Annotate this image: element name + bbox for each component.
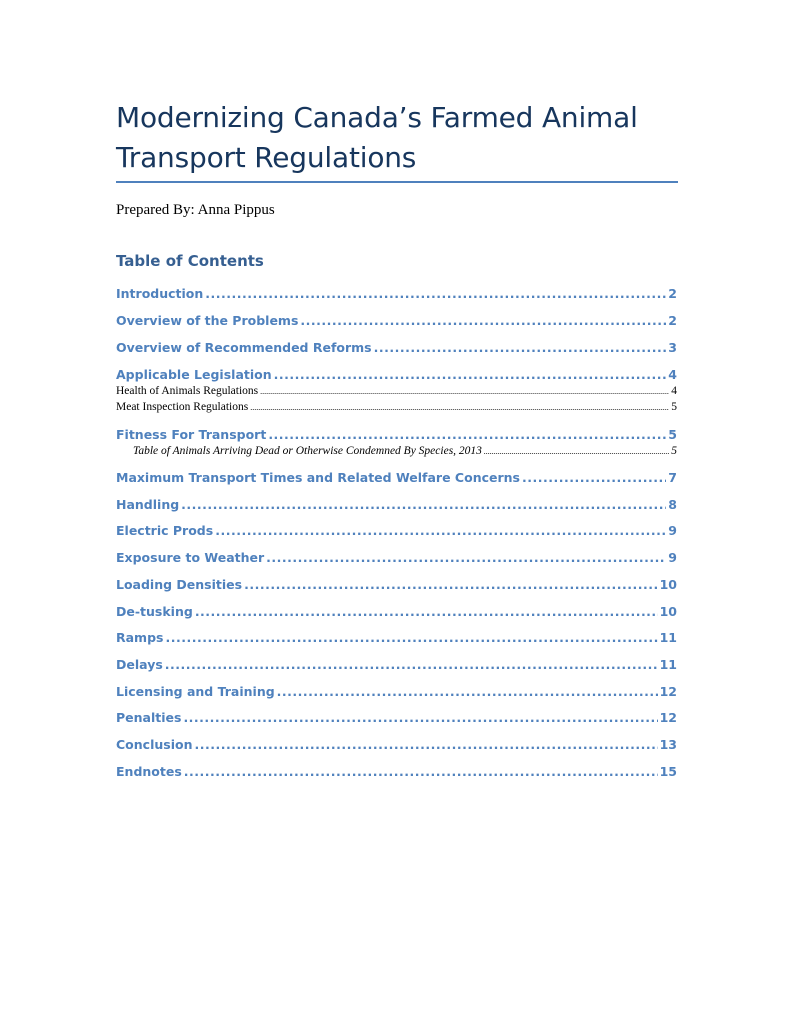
toc-entry-label: De-tusking <box>116 604 193 619</box>
toc-entry-applicable-legislation[interactable] <box>116 367 677 382</box>
toc-leader-dots <box>165 657 658 672</box>
toc-entry-label: Fitness For Transport <box>116 427 267 442</box>
title-divider <box>116 181 678 183</box>
toc-entry-meat-inspection[interactable] <box>116 401 677 413</box>
toc-entry-page: 11 <box>659 630 677 645</box>
toc-entry-page: 2 <box>668 313 677 328</box>
toc-entry-table-animals-dead[interactable] <box>133 445 677 457</box>
toc-entry-page: 13 <box>659 737 677 752</box>
toc-entry-page: 9 <box>668 523 677 538</box>
toc-leader-dots <box>244 577 658 592</box>
toc-leader-dots <box>277 684 658 699</box>
toc-leader-dots <box>484 445 669 457</box>
toc-entry-label: Maximum Transport Times and Related Welfare Concerns <box>116 470 520 485</box>
toc-entry-label: Applicable Legislation <box>116 367 272 382</box>
toc-entry-penalties[interactable] <box>116 710 677 725</box>
toc-entry-fitness-for-transport[interactable] <box>116 427 677 442</box>
toc-entry-page: 12 <box>659 710 677 725</box>
toc-entry-loading-densities[interactable] <box>116 577 677 592</box>
toc-entry-electric-prods[interactable] <box>116 523 677 538</box>
toc-entry-maximum-transport-times[interactable] <box>116 470 677 485</box>
toc-leader-dots <box>250 401 669 413</box>
toc-leader-dots <box>183 710 657 725</box>
toc-leader-dots <box>194 737 657 752</box>
toc-entry-page: 5 <box>671 401 677 413</box>
toc-entry-overview-reforms[interactable] <box>116 340 677 355</box>
toc-entry-page: 10 <box>659 577 677 592</box>
toc-entry-label: Overview of the Problems <box>116 313 299 328</box>
toc-entry-page: 15 <box>659 764 677 779</box>
toc-leader-dots <box>522 470 666 485</box>
toc-entry-conclusion[interactable] <box>116 737 677 752</box>
toc-entry-label: Licensing and Training <box>116 684 275 699</box>
author-line: Prepared By: Anna Pippus <box>116 202 275 218</box>
toc-entry-page: 4 <box>671 385 677 397</box>
title-line-2: Transport Regulations <box>116 141 417 174</box>
toc-entry-label: Conclusion <box>116 737 193 752</box>
toc-leader-dots <box>266 550 666 565</box>
toc-entry-overview-problems[interactable] <box>116 313 677 328</box>
toc-entry-introduction[interactable] <box>116 286 677 301</box>
toc-leader-dots <box>374 340 667 355</box>
toc-entry-page: 7 <box>668 470 677 485</box>
toc-entry-page: 5 <box>671 445 677 457</box>
toc-entry-label: Exposure to Weather <box>116 550 265 565</box>
toc-entry-page: 2 <box>668 286 677 301</box>
toc-entry-ramps[interactable] <box>116 630 677 645</box>
toc-entry-label: Health of Animals Regulations <box>116 385 259 397</box>
toc-entry-delays[interactable] <box>116 657 677 672</box>
toc-leader-dots <box>268 427 666 442</box>
toc-leader-dots <box>260 385 669 397</box>
toc-leader-dots <box>205 286 666 301</box>
toc-entry-page: 3 <box>668 340 677 355</box>
toc-entry-label: Introduction <box>116 286 204 301</box>
toc-entry-page: 11 <box>659 657 677 672</box>
toc-leader-dots <box>215 523 666 538</box>
toc-entry-label: Handling <box>116 497 180 512</box>
toc-entry-label: Delays <box>116 657 163 672</box>
toc-entry-label: Ramps <box>116 630 164 645</box>
toc-entry-page: 10 <box>659 604 677 619</box>
toc-entry-label: Electric Prods <box>116 523 214 538</box>
title-line-1: Modernizing Canada’s Farmed Animal <box>116 101 638 134</box>
toc-entry-page: 9 <box>668 550 677 565</box>
toc-entry-health-of-animals[interactable] <box>116 385 677 397</box>
toc-entry-page: 8 <box>668 497 677 512</box>
toc-entry-page: 4 <box>668 367 677 382</box>
toc-entry-endnotes[interactable] <box>116 764 677 779</box>
toc-entry-page: 5 <box>668 427 677 442</box>
toc-entry-de-tusking[interactable] <box>116 604 677 619</box>
toc-leader-dots <box>165 630 657 645</box>
toc-entry-label: Table of Animals Arriving Dead or Otherwise Condemned By Species, 2013 <box>133 445 482 457</box>
toc-entry-label: Endnotes <box>116 764 182 779</box>
toc-heading: Table of Contents <box>116 252 264 270</box>
toc-entry-licensing-training[interactable] <box>116 684 677 699</box>
toc-entry-label: Meat Inspection Regulations <box>116 401 249 413</box>
toc-entry-label: Penalties <box>116 710 182 725</box>
toc-leader-dots <box>195 604 658 619</box>
toc-entry-handling[interactable] <box>116 497 677 512</box>
toc-leader-dots <box>274 367 667 382</box>
toc-entry-page: 12 <box>659 684 677 699</box>
toc-entry-label: Loading Densities <box>116 577 243 592</box>
toc-entry-exposure-weather[interactable] <box>116 550 677 565</box>
toc-entry-label: Overview of Recommended Reforms <box>116 340 372 355</box>
toc-leader-dots <box>181 497 666 512</box>
toc-leader-dots <box>184 764 658 779</box>
toc-leader-dots <box>300 313 666 328</box>
document-title <box>116 98 696 178</box>
